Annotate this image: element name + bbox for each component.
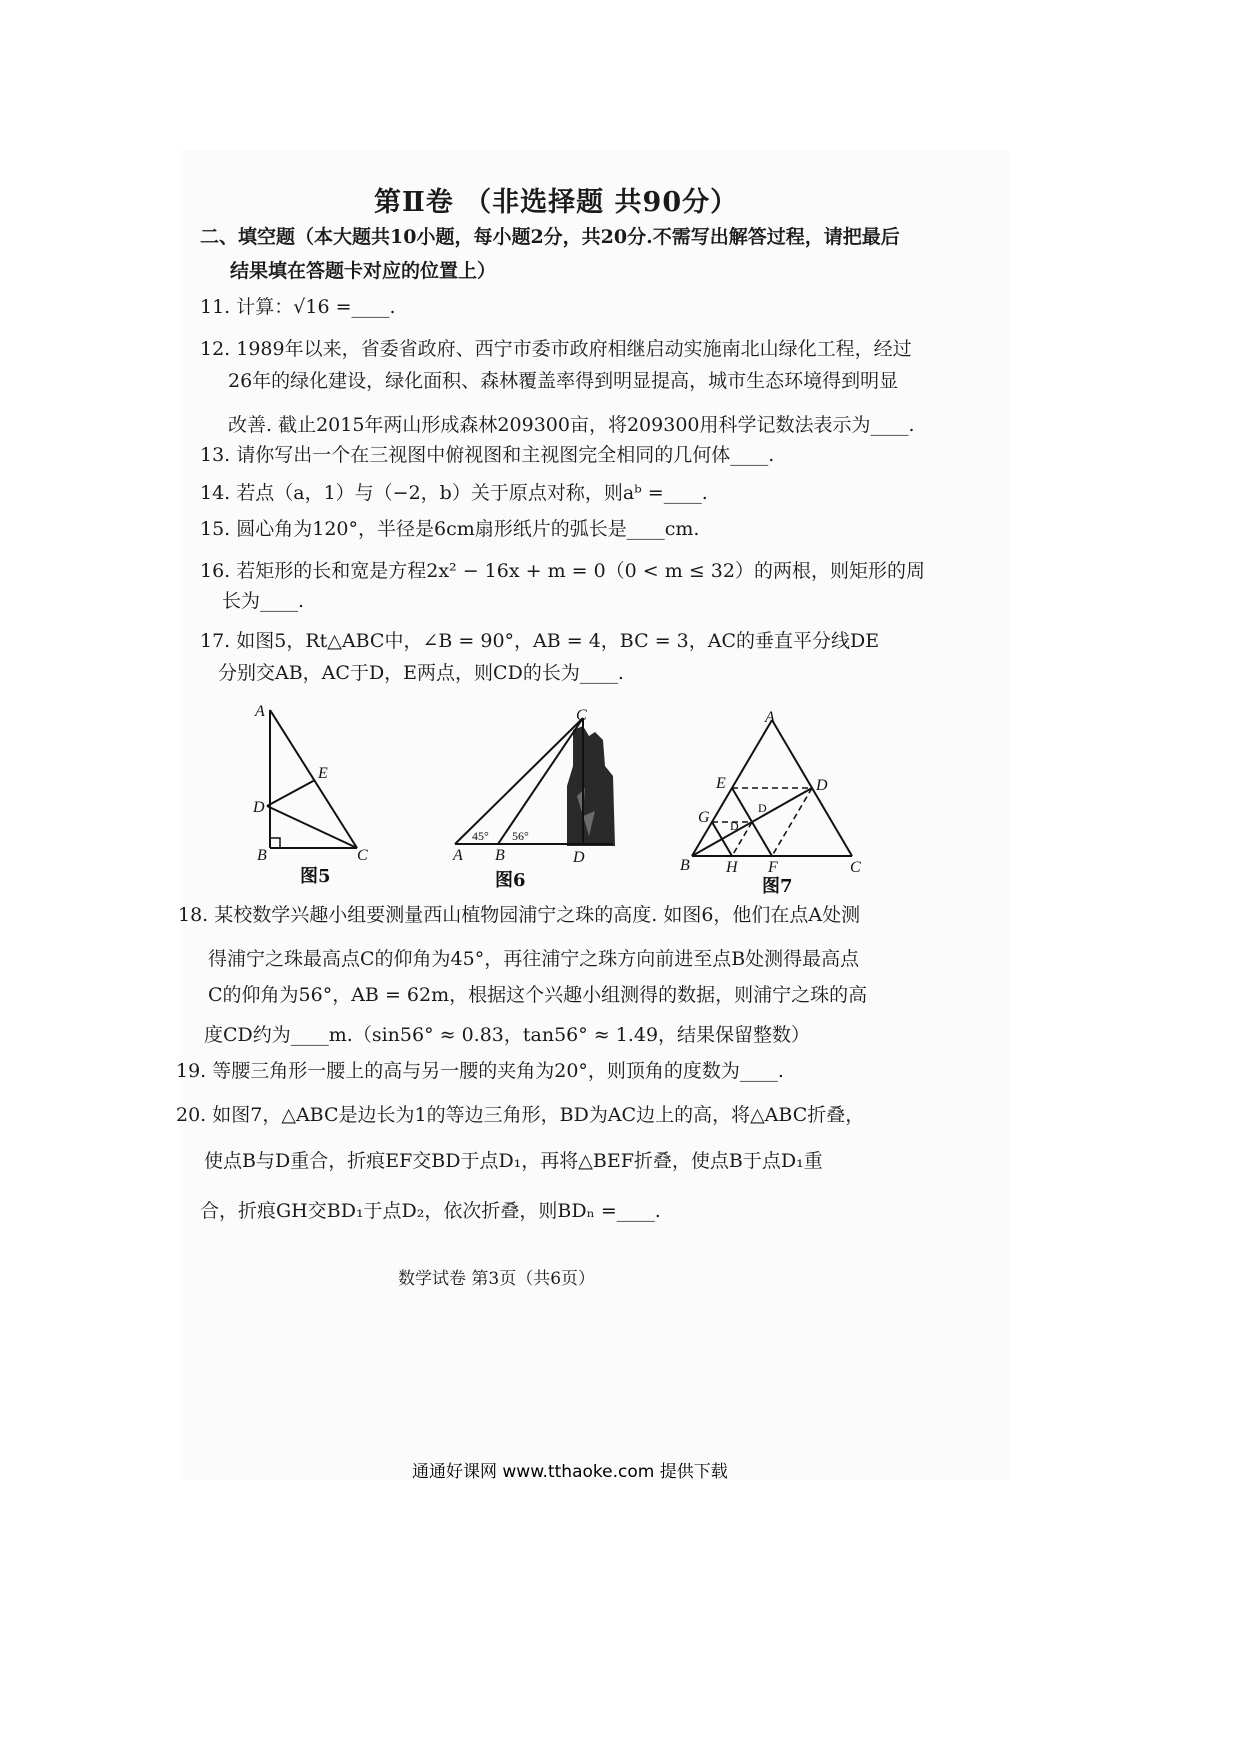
question-17-line1: 17. 如图5，Rt△ABC中，∠B = 90°，AB = 4，BC = 3，AC的垂直平分线DE bbox=[200, 630, 880, 652]
fig5-caption: 图5 bbox=[300, 866, 331, 887]
question-18-line3: C的仰角为56°，AB = 62m，根据这个兴趣小组测得的数据，则浦宁之珠的高 bbox=[208, 984, 868, 1006]
fig7-label-g: G bbox=[698, 809, 710, 826]
fig6-label-a: A bbox=[453, 847, 463, 864]
fig6-label-b: B bbox=[495, 847, 505, 864]
question-18-line2: 得浦宁之珠最高点C的仰角为45°，再往浦宁之珠方向前进至点B处测得最高点 bbox=[208, 948, 860, 970]
question-20-line2: 使点B与D重合，折痕EF交BD于点D₁，再将△BEF折叠，使点B于点D₁重 bbox=[204, 1150, 823, 1172]
fig7-label-f: F bbox=[768, 859, 778, 876]
fig6-tower-photo bbox=[567, 726, 615, 846]
fig7-label-d: D bbox=[816, 777, 828, 794]
section-heading-line1: 二、填空题（本大题共10小题，每小题2分，共20分.不需写出解答过程，请把最后 bbox=[200, 226, 900, 248]
fig5-label-e: E bbox=[318, 765, 328, 782]
fig6-sightline-a bbox=[455, 718, 583, 844]
question-17-line2: 分别交AB，AC于D，E两点，则CD的长为____. bbox=[218, 662, 624, 684]
site-footer: 通通好课网 www.tthaoke.com 提供下载 bbox=[412, 1462, 728, 1482]
question-13: 13. 请你写出一个在三视图中俯视图和主视图完全相同的几何体____. bbox=[200, 444, 775, 466]
fig6-label-c: C bbox=[576, 707, 587, 724]
fig5-label-d: D bbox=[253, 799, 265, 816]
fig5-right-angle-mark bbox=[270, 838, 280, 848]
question-18-line1: 18. 某校数学兴趣小组要测量西山植物园浦宁之珠的高度. 如图6，他们在点A处测 bbox=[178, 904, 861, 926]
fig7-label-e: E bbox=[716, 775, 726, 792]
fig7-label-b: B bbox=[680, 857, 690, 874]
figure-7 bbox=[682, 710, 872, 900]
question-12-line2: 26年的绿化建设，绿化面积、森林覆盖率得到明显提高，城市生态环境得到明显 bbox=[228, 370, 899, 392]
page-footer: 数学试卷 第3页（共6页） bbox=[398, 1269, 596, 1289]
question-20-line3: 合，折痕GH交BD₁于点D₂，依次折叠，则BDₙ =____. bbox=[200, 1200, 661, 1222]
fig7-label-a: A bbox=[765, 709, 775, 726]
fig6-caption: 图6 bbox=[495, 870, 526, 891]
question-16-line1: 16. 若矩形的长和宽是方程2x² − 16x + m = 0（0 < m ≤ 32）的两根，则矩形的周 bbox=[200, 560, 925, 582]
question-18-line4: 度CD约为____m.（sin56° ≈ 0.83，tan56° ≈ 1.49，结果保留整数） bbox=[204, 1024, 811, 1046]
fig7-label-h: H bbox=[726, 859, 738, 876]
fig7-fold-gh bbox=[712, 822, 732, 856]
question-20-line1: 20. 如图7，△ABC是边长为1的等边三角形，BD为AC边上的高，将△ABC折叠， bbox=[176, 1104, 865, 1126]
question-19: 19. 等腰三角形一腰上的高与另一腰的夹角为20°，则顶角的度数为____. bbox=[176, 1060, 784, 1082]
fig5-segment-de bbox=[267, 780, 315, 806]
question-11: 11. 计算：√16 =____. bbox=[200, 296, 396, 318]
fig5-label-b: B bbox=[257, 847, 267, 864]
fig6-angle-45: 45° bbox=[472, 829, 489, 843]
fig7-caption: 图7 bbox=[762, 876, 793, 897]
fig7-label-d1: D bbox=[758, 801, 767, 815]
question-16-line2: 长为____. bbox=[222, 590, 305, 612]
question-15: 15. 圆心角为120°，半径是6cm扇形纸片的弧长是____cm. bbox=[200, 518, 700, 540]
fig5-label-c: C bbox=[357, 847, 368, 864]
question-12-line1: 12. 1989年以来，省委省政府、西宁市委市政府相继启动实施南北山绿化工程，经过 bbox=[200, 338, 912, 360]
fig7-label-c: C bbox=[850, 859, 861, 876]
fig6-angle-56: 56° bbox=[512, 829, 529, 843]
section-heading-line2: 结果填在答题卡对应的位置上） bbox=[230, 260, 497, 282]
fig7-label-d2: D bbox=[730, 819, 739, 833]
question-12-line3: 改善. 截止2015年两山形成森林209300亩，将209300用科学记数法表示为____. bbox=[228, 414, 915, 436]
figure-5 bbox=[245, 700, 385, 890]
paper-title: 第Ⅱ卷 （非选择题 共90分） bbox=[374, 187, 739, 218]
fig6-label-d: D bbox=[573, 849, 585, 866]
figure-6 bbox=[455, 706, 645, 896]
fig5-label-a: A bbox=[255, 703, 265, 720]
question-14: 14. 若点（a，1）与（−2，b）关于原点对称，则aᵇ =____. bbox=[200, 482, 708, 504]
